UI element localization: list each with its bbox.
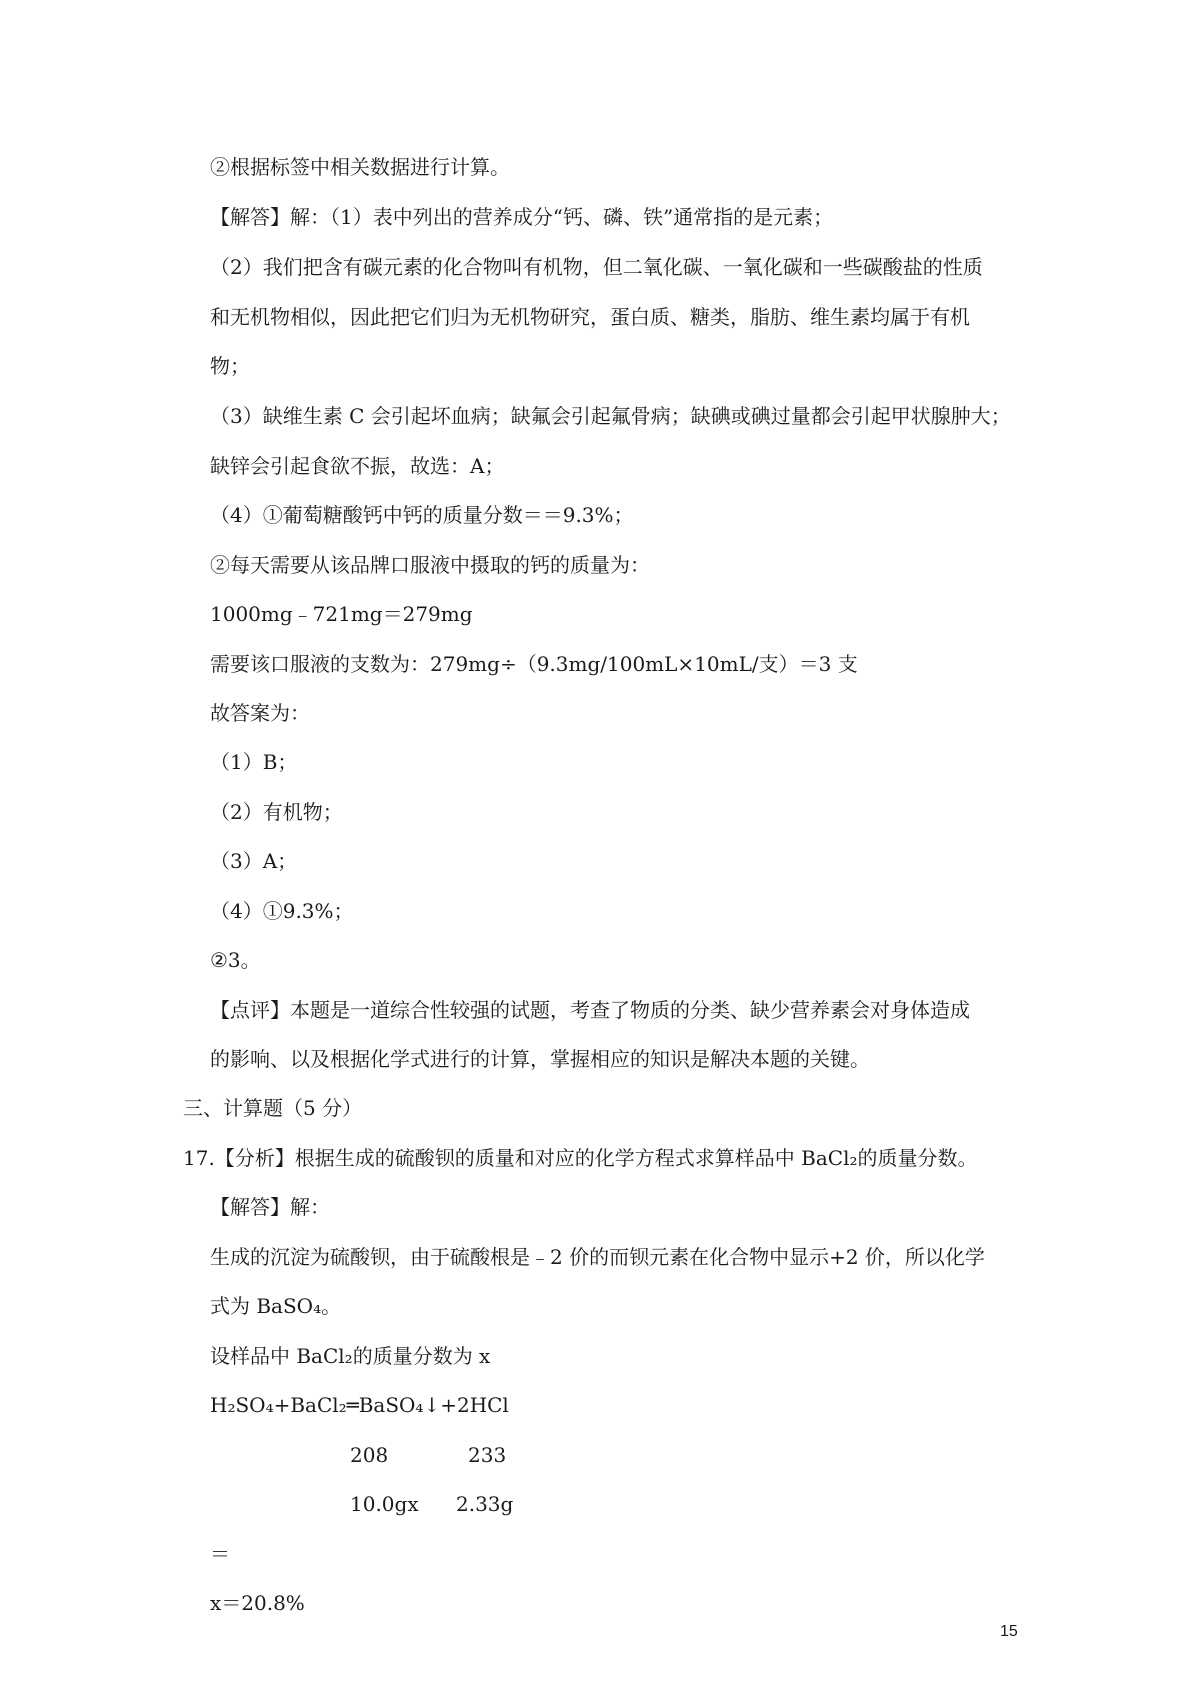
page-number: 15 [1000, 1623, 1018, 1640]
text-line-2: 【解答】解：（1）表中列出的营养成分“钙、磷、铁”通常指的是元素； [210, 205, 834, 229]
text-line-17: ②3。 [210, 948, 261, 972]
text-line-8: （4）①葡萄糖酸钙中钙的质量分数＝＝9.3%； [210, 503, 634, 527]
text-line-16: （4）①9.3%； [210, 899, 354, 923]
proportion-equals: ＝ [210, 1542, 230, 1566]
text-line-23: 生成的沉淀为硫酸钡，由于硫酸根是﹣2 价的而钡元素在化合物中显示+2 价，所以化学 [210, 1245, 985, 1269]
text-line-3: （2）我们把含有碳元素的化合物叫有机物，但二氧化碳、一氧化碳和一些碳酸盐的性质 [210, 255, 983, 279]
text-line-25: 设样品中 BaCl₂的质量分数为 x [210, 1344, 491, 1368]
text-line-5: 物； [210, 354, 250, 378]
text-line-1: ②根据标签中相关数据进行计算。 [210, 155, 510, 179]
precipitate-mass: 2.33g [456, 1492, 514, 1516]
text-line-7: 缺锌会引起食欲不振，故选：A； [210, 454, 505, 478]
section-heading: 三、计算题（5 分） [183, 1096, 363, 1120]
text-line-12: 故答案为： [210, 701, 310, 725]
text-line-9: ②每天需要从该品牌口服液中摄取的钙的质量为： [210, 553, 650, 577]
text-line-22: 【解答】解： [210, 1195, 330, 1219]
text-line-6: （3）缺维生素 C 会引起坏血病；缺氟会引起氟骨病；缺碘或碘过量都会引起甲状腺肿大； [210, 404, 1011, 428]
molar-mass-bacl2: 208 [350, 1443, 389, 1467]
text-line-10: 1000mg﹣721mg＝279mg [210, 602, 473, 626]
question-17-analysis: 17.【分析】根据生成的硫酸钡的质量和对应的化学方程式求算样品中 BaCl₂的质量分数。 [183, 1146, 978, 1170]
text-line-14: （2）有机物； [210, 800, 343, 824]
text-line-15: （3）A； [210, 849, 298, 873]
molar-mass-baso4: 233 [468, 1443, 507, 1467]
sample-mass: 10.0gx [350, 1492, 419, 1516]
result-line: x＝20.8% [210, 1591, 305, 1615]
text-line-11: 需要该口服液的支数为：279mg÷（9.3mg/100mL×10mL/支）＝3 支 [210, 652, 858, 676]
text-line-24: 式为 BaSO₄。 [210, 1294, 342, 1318]
text-line-18: 【点评】本题是一道综合性较强的试题，考查了物质的分类、缺少营养素会对身体造成 [210, 998, 970, 1022]
text-line-19: 的影响、以及根据化学式进行的计算，掌握相应的知识是解决本题的关键。 [210, 1047, 870, 1071]
text-line-13: （1）B； [210, 750, 298, 774]
text-line-4: 和无机物相似，因此把它们归为无机物研究，蛋白质、糖类，脂肪、维生素均属于有机 [210, 305, 970, 329]
chemical-equation: H₂SO₄+BaCl₂═BaSO₄↓+2HCl [210, 1393, 509, 1417]
